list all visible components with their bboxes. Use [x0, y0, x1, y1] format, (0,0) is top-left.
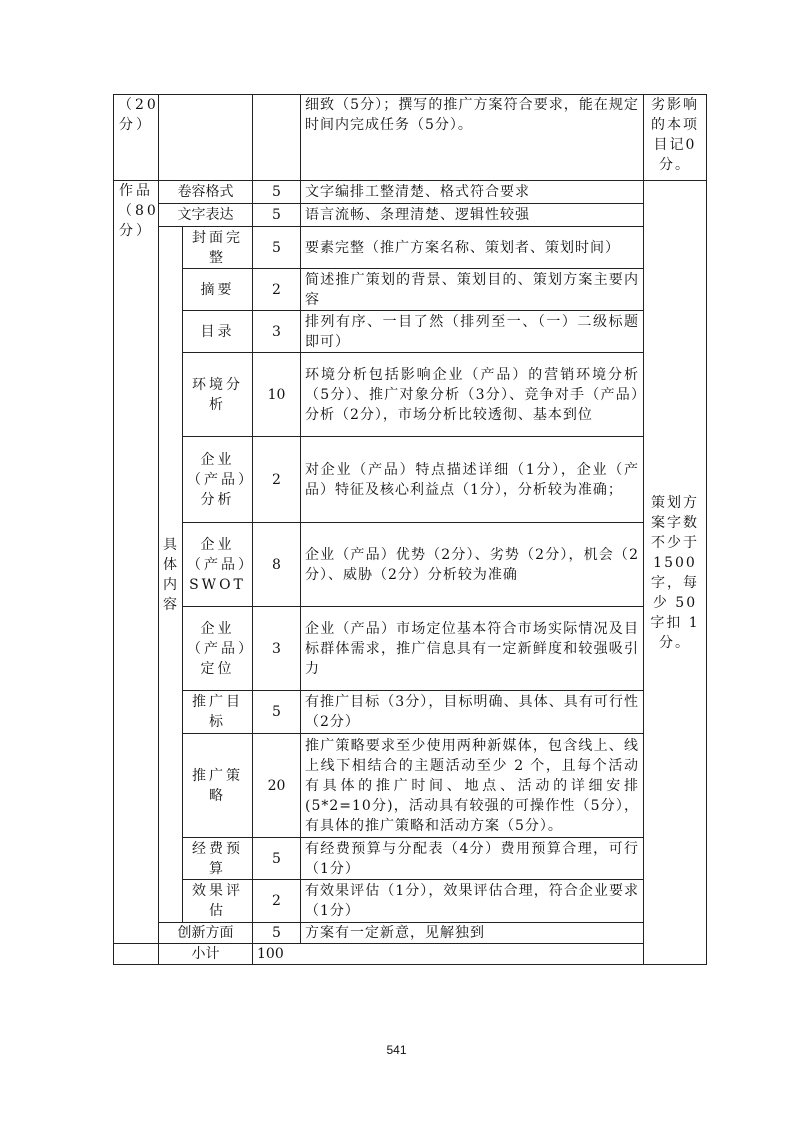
item-cell: 文字表达: [159, 204, 253, 227]
subtotal-row: [114, 944, 707, 965]
item-cell: 环境分析: [183, 353, 253, 437]
table-row: [114, 181, 707, 204]
table-row: [114, 838, 707, 880]
prev-category-cell: （20分）: [114, 95, 159, 181]
table-row: [114, 269, 707, 311]
item-cell: 企业（产品）定位: [183, 607, 253, 691]
item-cell: 摘要: [183, 269, 253, 311]
score-cell: 20: [253, 734, 301, 838]
standard-cell: 企业（产品）优势（2分）、劣势（2分），机会（2分）、威胁（2分）分析较为准确: [301, 523, 644, 607]
work-category-cell: 作品（80分）: [114, 181, 159, 944]
item-cell: 企业（产品）分析: [183, 437, 253, 523]
page-number: 541: [386, 1043, 407, 1057]
score-cell: 5: [253, 838, 301, 880]
standard-cell: 排列有序、一目了然（排列至一、（一）二级标题即可）: [301, 311, 644, 353]
item-cell: 卷容格式: [159, 181, 253, 204]
subtotal-label: 小计: [159, 944, 253, 965]
table-row: [114, 607, 707, 691]
item-cell: 封面完整: [183, 227, 253, 269]
standard-cell: 要素完整（推广方案名称、策划者、策划时间）: [301, 227, 644, 269]
score-cell: 2: [253, 880, 301, 923]
score-cell: 3: [253, 311, 301, 353]
standard-cell: 方案有一定新意，见解独到: [301, 923, 644, 944]
table-row: [114, 227, 707, 269]
table-row: [114, 204, 707, 227]
standard-cell: 有推广目标（3分），目标明确、具体、具有可行性（2分）: [301, 691, 644, 734]
standard-cell: 推广策略要求至少使用两种新媒体，包含线上、线上线下相结合的主题活动至少 2 个，且每个活动有具体的推广时间、地点、活动的详细安排(5*2=10分)，活动具有较强的可操作性（5分），有具体的推广策略和活动方案（5分）。: [301, 734, 644, 838]
score-cell: 5: [253, 923, 301, 944]
score-cell: 8: [253, 523, 301, 607]
standard-cell: 简述推广策划的背景、策划目的、策划方案主要内容: [301, 269, 644, 311]
score-cell: 2: [253, 437, 301, 523]
score-cell: 5: [253, 691, 301, 734]
standard-cell: 对企业（产品）特点描述详细（1分），企业（产品）特征及核心利益点（1分），分析较为准确；: [301, 437, 644, 523]
score-cell: 5: [253, 204, 301, 227]
item-cell: 推广目标: [183, 691, 253, 734]
item-cell: 创新方面: [159, 923, 253, 944]
table-row: [114, 311, 707, 353]
table-row: [114, 734, 707, 838]
standard-cell: 企业（产品）市场定位基本符合市场实际情况及目标群体需求，推广信息具有一定新鲜度和较强吸引力: [301, 607, 644, 691]
score-cell: 2: [253, 269, 301, 311]
specific-content-cell: 具体内容: [159, 227, 183, 923]
empty-cell: [114, 944, 159, 965]
prev-note-cell: 劣影响的本项目记0分。: [644, 95, 707, 181]
standard-cell: 有经费预算与分配表（4分）费用预算合理，可行（1分）: [301, 838, 644, 880]
subtotal-score: 100: [253, 944, 707, 965]
table-row: [114, 523, 707, 607]
item-cell: 效果评估: [183, 880, 253, 923]
standard-cell: 语言流畅、条理清楚、逻辑性较强: [301, 204, 644, 227]
standard-cell: 文字编排工整清楚、格式符合要求: [301, 181, 644, 204]
scoring-table: [113, 94, 707, 965]
score-cell: 10: [253, 353, 301, 437]
item-cell: 经费预算: [183, 838, 253, 880]
table-row: [114, 437, 707, 523]
table-row: [114, 95, 707, 181]
standard-cell: 有效果评估（1分），效果评估合理，符合企业要求（1分）: [301, 880, 644, 923]
score-cell: 5: [253, 227, 301, 269]
table-row: [114, 691, 707, 734]
empty-item-cell: [159, 95, 253, 181]
table-row: [114, 880, 707, 923]
prev-standard-cell: 细致（5分）；撰写的推广方案符合要求，能在规定时间内完成任务（5分）。: [301, 95, 644, 181]
item-cell: 目录: [183, 311, 253, 353]
word-count-note-cell: 策划方案字数不少于1500字，每少 50 字扣 1 分。: [644, 181, 707, 965]
table-row: [114, 923, 707, 944]
item-cell: 企业（产品）SWOT: [183, 523, 253, 607]
table-row: [114, 353, 707, 437]
item-cell: 推广策略: [183, 734, 253, 838]
score-cell: 3: [253, 607, 301, 691]
empty-score-cell: [253, 95, 301, 181]
score-cell: 5: [253, 181, 301, 204]
standard-cell: 环境分析包括影响企业（产品）的营销环境分析（5分）、推广对象分析（3分）、竞争对手（产品）分析（2分），市场分析比较透彻、基本到位: [301, 353, 644, 437]
